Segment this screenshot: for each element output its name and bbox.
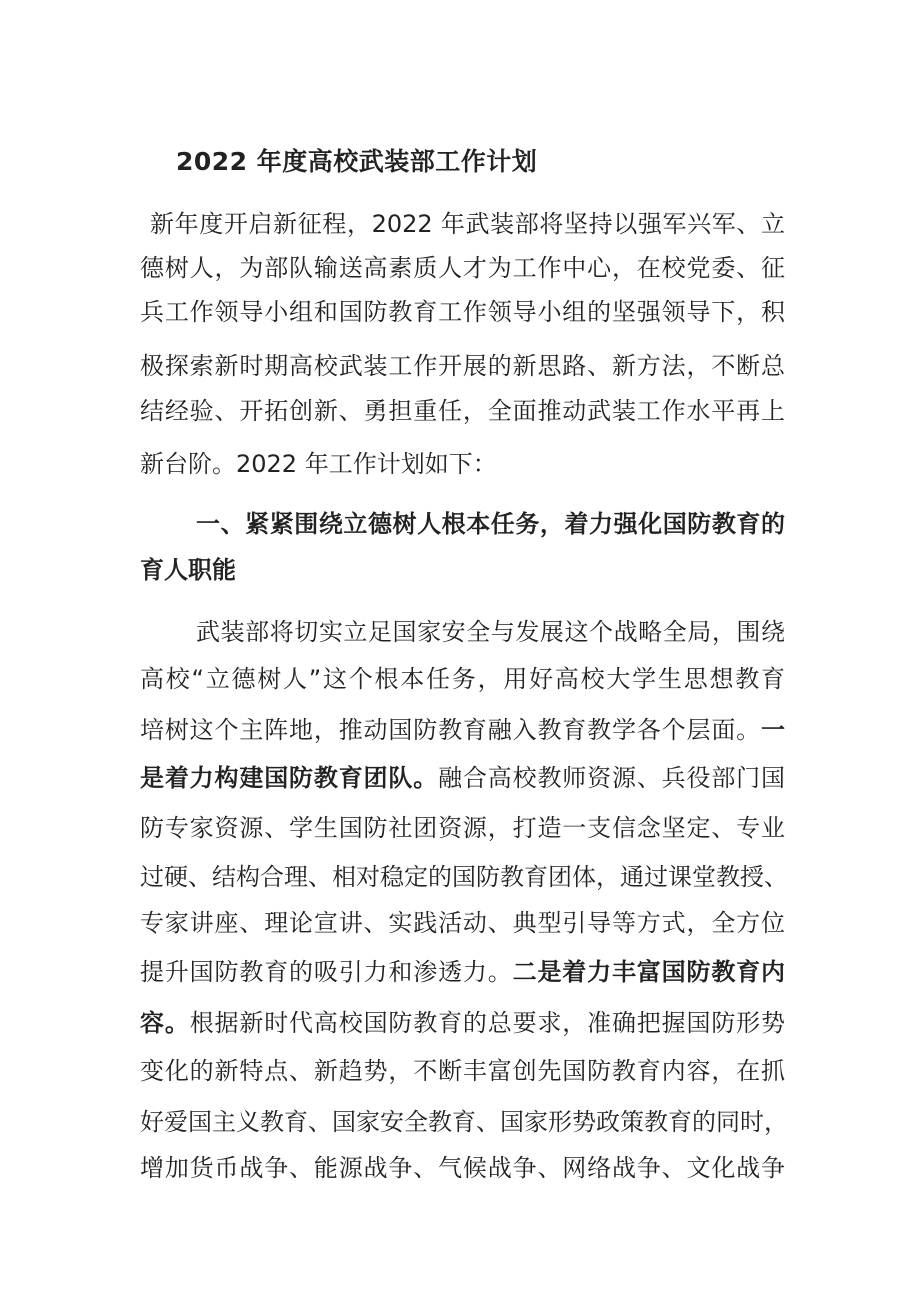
body-emphasis: 一 [761,716,785,744]
section-heading: 育人职能 [140,556,236,584]
intro-line: 极探索新时期高校武装工作开展的新思路、新方法，不断总 [140,352,785,380]
body-text: 根据新时代高校国防教育的总要求，准确把握国防形势 [189,1009,786,1037]
intro-line: 德树人，为部队输送高素质人才为工作中心，在校党委、征 [140,254,785,282]
body-line: 变化的新特点、新趋势，不断丰富创先国防教育内容，在抓 [140,1057,785,1085]
body-line [140,1003,785,1043]
body-line: 好爱国主义教育、国家安全教育、国家形势政策教育的同时， [140,1108,788,1136]
body-line: 专家讲座、理论宣讲、实践活动、典型引导等方式，全方位 [140,909,785,937]
body-text: 培树这个主阵地，推动国防教育融入教育教学各个层面。 [140,716,761,744]
body-line: 增加货币战争、能源战争、气候战争、网络战争、文化战争 [140,1154,785,1182]
intro-line: 结经验、开拓创新、勇担重任，全面推动武装工作水平再上 [140,397,785,425]
body-line [140,710,785,750]
body-line: 过硬、结构合理、相对稳定的国防教育团体，通过课堂教授、 [140,863,788,891]
body-line [140,952,785,992]
body-line: 防专家资源、学生国防社团资源，打造一支信念坚定、专业 [140,814,785,842]
document-title: 2022 年度高校武装部工作计划 [176,147,538,176]
body-text: 融合高校教师资源、兵役部门国 [438,764,786,792]
body-emphasis: 二是着力丰富国防教育内 [512,958,786,986]
body-line: 武装部将切实立足国家安全与发展这个战略全局，围绕 [196,618,785,646]
body-text: 提升国防教育的吸引力和渗透力。 [140,958,513,986]
intro-line: 新台阶。2022 年工作计划如下： [140,450,497,478]
intro-line: 兵工作领导小组和国防教育工作领导小组的坚强领导下，积 [140,298,785,326]
body-emphasis: 是着力构建国防教育团队。 [140,764,439,792]
intro-line: 新年度开启新征程，2022 年武装部将坚持以强军兴军、立 [150,210,785,238]
body-line: 高校“立德树人”这个根本任务，用好高校大学生思想教育 [140,665,785,693]
body-line [140,758,785,798]
body-emphasis: 容。 [140,1009,190,1037]
section-heading: 一、紧紧围绕立德树人根本任务，着力强化国防教育的 [196,510,785,538]
